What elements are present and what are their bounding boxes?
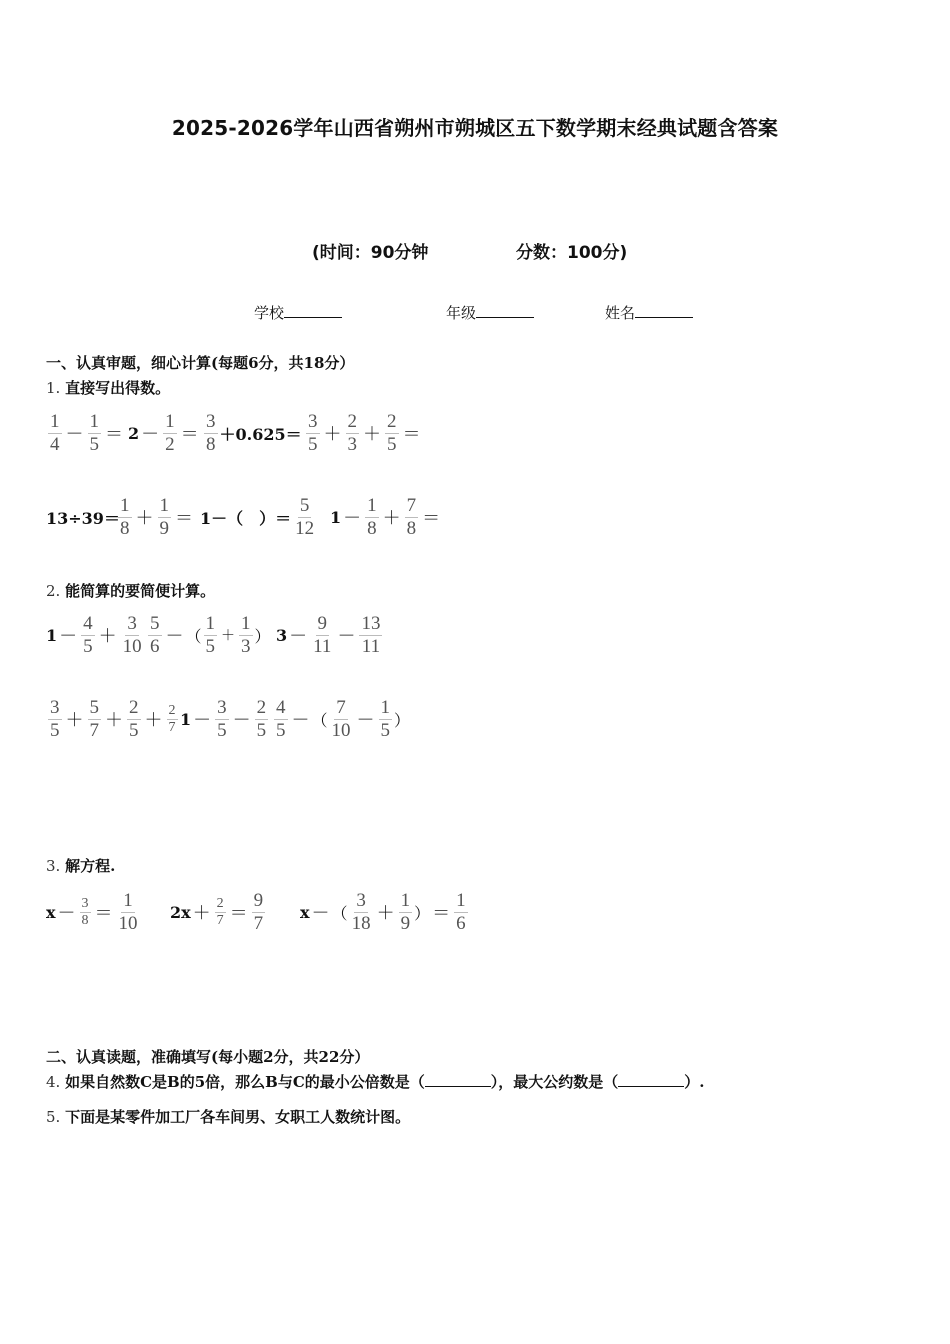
- denominator: 3: [241, 635, 251, 657]
- denominator: 5: [50, 719, 60, 741]
- math-symbol: ＝: [229, 903, 248, 924]
- q3-equation-2: [170, 884, 267, 940]
- numerator: 2: [256, 696, 267, 718]
- denominator: 10: [331, 719, 351, 741]
- math-symbol: ＋: [105, 710, 123, 731]
- numerator: 2: [129, 696, 139, 718]
- denominator: 11: [361, 635, 381, 657]
- name-label: 姓名: [605, 304, 636, 322]
- q1-expr-1: [46, 405, 125, 461]
- math-symbol: ）: [254, 626, 271, 646]
- numerator: 5: [150, 612, 160, 634]
- fraction: [405, 495, 419, 540]
- math-symbol: ＋: [144, 710, 163, 731]
- fraction: [239, 613, 253, 658]
- grade-blank[interactable]: [476, 303, 534, 318]
- q2-expr-3: [276, 607, 384, 663]
- denominator: 8: [81, 912, 89, 928]
- numerator: 1: [367, 494, 377, 516]
- fraction: [346, 411, 360, 456]
- section-2-heading: 二、认真读题，准确填写(每小题2分，共22分）: [46, 1048, 370, 1066]
- fraction: [330, 697, 353, 742]
- fraction: [454, 890, 468, 935]
- numerator: 3: [217, 696, 227, 718]
- q3-equation-1: [46, 884, 142, 940]
- fraction: [311, 613, 333, 658]
- math-symbol: ＋: [382, 508, 401, 529]
- section-1-heading: 一、认真审题，细心计算(每题6分，共18分）: [46, 354, 355, 372]
- numerator: 5: [299, 494, 310, 516]
- denominator: 5: [205, 635, 216, 657]
- numerator: 1: [165, 410, 175, 432]
- math-symbol: ＝: [175, 508, 193, 529]
- fraction: [88, 697, 102, 742]
- fraction: [204, 411, 218, 456]
- gcd-blank[interactable]: [618, 1072, 684, 1087]
- fraction: [48, 697, 62, 742]
- numerator: 1: [159, 494, 169, 516]
- numerator: 3: [50, 696, 60, 718]
- numerator: 1: [241, 612, 251, 634]
- denominator: 3: [347, 433, 357, 455]
- question-3: 3. 解方程.: [46, 857, 116, 875]
- denominator: 8: [367, 517, 377, 539]
- math-symbol: （: [311, 710, 328, 730]
- school-label: 学校: [254, 304, 285, 322]
- numerator: 1: [380, 696, 391, 718]
- numerator: 3: [127, 612, 137, 634]
- denominator: 6: [456, 912, 466, 934]
- math-symbol: －: [291, 710, 310, 731]
- denominator: 8: [120, 517, 130, 539]
- denominator: 2: [165, 433, 175, 455]
- denominator: 8: [206, 433, 216, 455]
- fraction: [204, 613, 218, 658]
- math-symbol: （: [185, 626, 202, 646]
- fraction: [379, 697, 393, 742]
- denominator: 10: [118, 912, 138, 934]
- denominator: 5: [387, 433, 397, 455]
- math-symbol: x: [300, 902, 310, 922]
- page-title: 2025-2026学年山西省朔州市朔城区五下数学期末经典试题含答案: [171, 116, 779, 140]
- math-symbol: 2x: [170, 902, 191, 922]
- q1-expr-7: [200, 489, 318, 545]
- q3-equation-3: [300, 884, 470, 940]
- math-symbol: －: [232, 710, 251, 731]
- q1-expr-8: [330, 489, 442, 545]
- math-symbol: －: [337, 626, 356, 647]
- school-blank[interactable]: [284, 303, 342, 318]
- fraction: [80, 896, 91, 929]
- math-symbol: －: [59, 626, 78, 647]
- numerator: 3: [308, 410, 318, 432]
- fraction: [121, 613, 144, 658]
- denominator: 5: [89, 433, 99, 455]
- fraction: [158, 495, 172, 540]
- fraction: [306, 411, 320, 456]
- numerator: 9: [317, 612, 328, 634]
- q2-expr-4: [46, 691, 180, 747]
- question-2: 2. 能简算的要简便计算。: [46, 582, 216, 600]
- math-symbol: ＋: [98, 626, 117, 647]
- numerator: 1: [400, 889, 411, 911]
- math-symbol: ＝: [180, 424, 199, 445]
- denominator: 9: [159, 517, 169, 539]
- denominator: 18: [351, 912, 371, 934]
- denominator: 7: [168, 719, 176, 735]
- numerator: 2: [347, 410, 357, 432]
- math-symbol: 1: [46, 625, 58, 645]
- math-symbol: －: [356, 710, 375, 731]
- denominator: 7: [253, 912, 264, 934]
- q2-expr-1: [46, 607, 146, 663]
- math-symbol: x: [46, 902, 56, 922]
- numerator: 4: [276, 696, 286, 718]
- fraction: [385, 411, 399, 456]
- math-symbol: 13÷39＝: [46, 508, 120, 528]
- math-symbol: ）: [414, 903, 431, 923]
- math-symbol: －: [311, 903, 330, 924]
- question-5: 5. 下面是某零件加工厂各车间男、女职工人数统计图。: [46, 1108, 411, 1126]
- fraction: [359, 613, 382, 658]
- math-symbol: ＋: [192, 903, 211, 924]
- math-symbol: ＋: [135, 508, 154, 529]
- math-symbol: －: [289, 626, 308, 647]
- fraction: [81, 613, 95, 658]
- q2-expr-5: [180, 691, 270, 747]
- fraction: [365, 495, 379, 540]
- fraction: [399, 890, 413, 935]
- numerator: 4: [83, 612, 93, 634]
- numerator: 1: [50, 410, 60, 432]
- math-symbol: ＋: [363, 424, 381, 445]
- school-field: [254, 302, 342, 323]
- denominator: 5: [308, 433, 318, 455]
- numerator: 13: [361, 612, 381, 634]
- math-symbol: ＋: [65, 710, 84, 731]
- q1-expr-2: [128, 405, 201, 461]
- fraction: [252, 890, 266, 935]
- math-symbol: ＋0.625＝: [219, 424, 302, 444]
- fraction: [215, 896, 226, 929]
- fraction: [255, 697, 269, 742]
- q2-expr-2: [146, 607, 271, 663]
- grade-field: [446, 302, 534, 323]
- math-symbol: 1: [330, 507, 342, 527]
- fraction: [167, 703, 178, 736]
- numerator: 3: [356, 889, 366, 911]
- numerator: 9: [253, 889, 264, 911]
- denominator: 10: [122, 635, 142, 657]
- numerator: 1: [120, 494, 130, 516]
- fraction: [274, 697, 288, 742]
- math-symbol: ＋: [376, 903, 395, 924]
- denominator: 6: [150, 635, 160, 657]
- math-symbol: －: [343, 508, 362, 529]
- numerator: 7: [336, 696, 346, 718]
- denominator: 5: [380, 719, 391, 741]
- lcm-blank[interactable]: [425, 1072, 491, 1087]
- fraction: [118, 495, 132, 540]
- denominator: 7: [216, 912, 224, 928]
- fraction: [148, 613, 162, 658]
- name-field: [605, 302, 693, 323]
- math-symbol: ＝: [94, 903, 113, 924]
- numerator: 2: [387, 410, 397, 432]
- numerator: 7: [406, 494, 417, 516]
- question-1: 1. 直接写出得数。: [46, 379, 171, 397]
- q2-expr-6: [272, 691, 410, 747]
- denominator: 7: [89, 719, 99, 741]
- denominator: 11: [313, 635, 332, 657]
- denominator: 5: [217, 719, 227, 741]
- exam-score: 分数：100分): [516, 243, 628, 263]
- denominator: 9: [400, 912, 411, 934]
- denominator: 5: [256, 719, 267, 741]
- fraction: [117, 890, 140, 935]
- math-symbol: ）: [394, 710, 411, 730]
- denominator: 8: [406, 517, 417, 539]
- numerator: 3: [206, 410, 216, 432]
- name-blank[interactable]: [635, 303, 693, 318]
- numerator: 2: [216, 895, 224, 911]
- math-symbol: 1－（ ）＝: [200, 508, 292, 528]
- denominator: 5: [129, 719, 139, 741]
- numerator: 1: [205, 612, 216, 634]
- fraction: [163, 411, 177, 456]
- math-symbol: ＝: [402, 424, 421, 445]
- fraction: [88, 411, 102, 456]
- denominator: 5: [83, 635, 93, 657]
- math-symbol: ＝: [422, 508, 441, 529]
- math-symbol: 3: [276, 625, 288, 645]
- denominator: 4: [50, 433, 60, 455]
- fraction: [48, 411, 62, 456]
- q1-expr-6: [116, 489, 195, 545]
- math-symbol: －: [141, 424, 160, 445]
- numerator: 1: [456, 889, 466, 911]
- numerator: 3: [81, 895, 89, 911]
- math-symbol: ＋: [221, 628, 236, 644]
- q1-expr-5: [46, 489, 120, 545]
- numerator: 1: [123, 889, 133, 911]
- fraction: [350, 890, 373, 935]
- numerator: 5: [89, 696, 99, 718]
- math-symbol: ＝: [105, 424, 123, 445]
- math-symbol: 2: [128, 423, 140, 443]
- math-symbol: ＝: [432, 903, 451, 924]
- numerator: 2: [168, 702, 176, 718]
- fraction: [215, 697, 229, 742]
- fraction: [127, 697, 141, 742]
- math-symbol: （: [331, 903, 348, 923]
- question-4: 4. 如果自然数C是B的5倍，那么B与C的最小公倍数是（ ），最大公约数是（ ）.: [46, 1073, 705, 1091]
- q1-expr-4: [304, 405, 423, 461]
- grade-label: 年级: [446, 304, 477, 322]
- numerator: 1: [89, 410, 99, 432]
- math-symbol: －: [57, 903, 76, 924]
- math-symbol: －: [193, 710, 212, 731]
- denominator: 5: [276, 719, 286, 741]
- exam-time: (时间：90分钟: [312, 243, 429, 263]
- fraction: [293, 495, 316, 540]
- q1-expr-3: [202, 405, 302, 461]
- math-symbol: ＋: [323, 424, 342, 445]
- math-symbol: 1: [180, 709, 192, 729]
- denominator: 12: [295, 517, 315, 539]
- math-symbol: －: [165, 626, 184, 647]
- math-symbol: －: [65, 424, 84, 445]
